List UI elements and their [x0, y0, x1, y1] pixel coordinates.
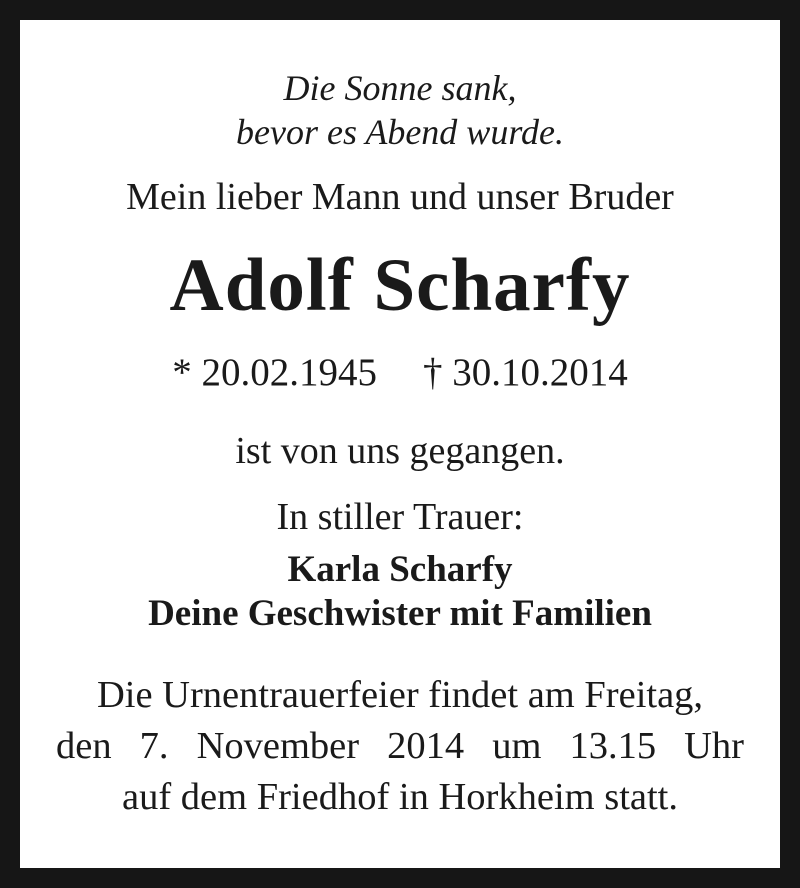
motto-line-1: Die Sonne sank,	[283, 68, 517, 108]
motto-line-2: bevor es Abend wurde.	[236, 112, 564, 152]
death-date: † 30.10.2014	[423, 351, 628, 394]
deceased-name: Adolf Scharfy	[169, 244, 631, 327]
obituary-notice	[20, 20, 780, 868]
intro-text: Mein lieber Mann und unser Bruder	[126, 176, 674, 218]
mourner-2: Deine Geschwister mit Familien	[148, 593, 652, 634]
mourner-1: Karla Scharfy	[287, 549, 513, 590]
ceremony-line-1: Die Urnentrauerfeier findet am Freitag,	[96, 674, 704, 716]
life-dates	[20, 350, 780, 396]
ceremony-line-3: auf dem Friedhof in Horkheim statt.	[122, 776, 678, 818]
birth-date: * 20.02.1945	[172, 351, 377, 394]
ceremony-line-2: den 7. November 2014 um 13.15 Uhr	[56, 725, 744, 767]
departed-text: ist von uns gegangen.	[235, 430, 565, 472]
mourning-label: In stiller Trauer:	[276, 496, 524, 538]
